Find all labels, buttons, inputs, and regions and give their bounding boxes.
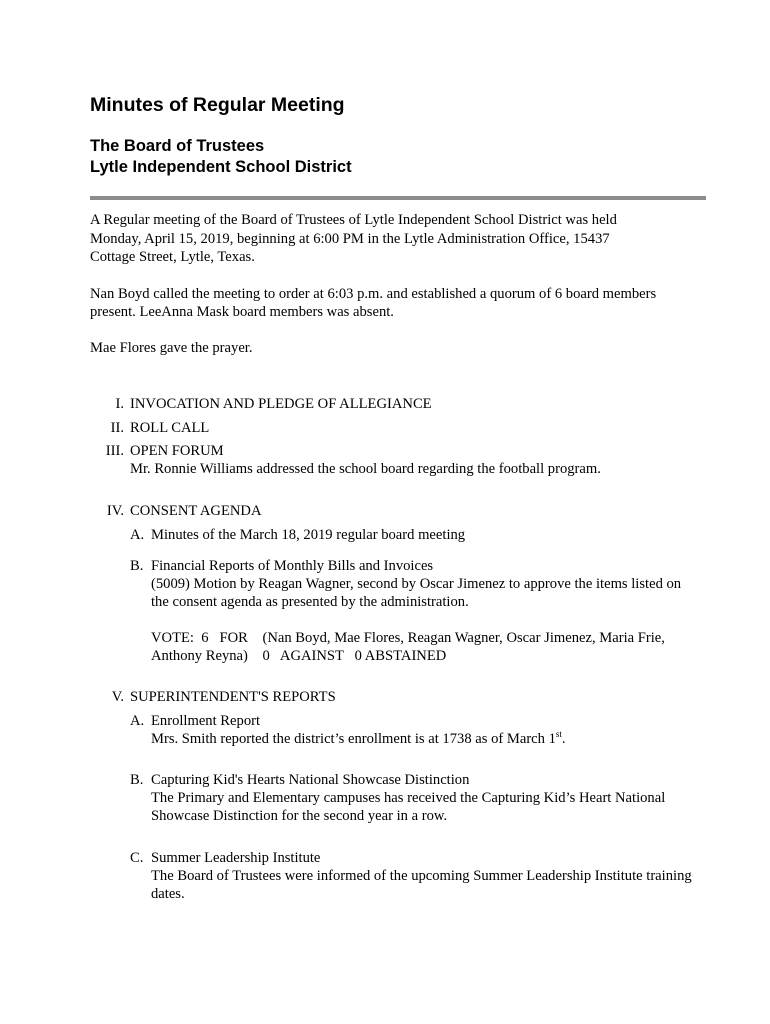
vote-line-2: Anthony Reyna) 0 AGAINST 0 ABSTAINED: [151, 648, 447, 664]
report-title-enrollment: Enrollment Report: [151, 713, 261, 729]
call-to-order-line-2: present. LeeAnna Mask board members was absent.: [90, 304, 394, 320]
report-title-capturing-hearts: Capturing Kid's Hearts National Showcase Distinction: [151, 772, 470, 788]
page-title: Minutes of Regular Meeting: [90, 94, 345, 116]
section-title-open-forum: OPEN FORUM: [130, 443, 224, 459]
ordinal-suffix: st: [555, 729, 562, 740]
prayer-text: Mae Flores gave the prayer.: [90, 340, 253, 356]
board-heading: The Board of Trustees: [90, 137, 265, 155]
section-number: II.: [110, 420, 124, 436]
section-title-invocation: INVOCATION AND PLEDGE OF ALLEGIANCE: [130, 396, 432, 412]
motion-line-1: (5009) Motion by Reagan Wagner, second by Oscar Jimenez to approve the items listed on: [151, 576, 682, 592]
section-number: IV.: [106, 503, 124, 519]
item-letter: B.: [130, 772, 144, 788]
consent-item-financial: Financial Reports of Monthly Bills and Invoices: [151, 558, 434, 574]
section-title-superintendent: SUPERINTENDENT'S REPORTS: [130, 689, 336, 705]
district-heading: Lytle Independent School District: [90, 158, 352, 176]
section-number: III.: [105, 443, 124, 459]
summer-leadership-line-1: The Board of Trustees were informed of the upcoming Summer Leadership Institute training: [151, 868, 692, 884]
item-letter: C.: [130, 850, 144, 866]
capturing-hearts-line-2: Showcase Distinction for the second year in a row.: [151, 808, 448, 824]
item-letter: A.: [130, 527, 145, 543]
intro-line-3: Cottage Street, Lytle, Texas.: [90, 249, 255, 265]
capturing-hearts-line-1: The Primary and Elementary campuses has received the Capturing Kid’s Heart National: [151, 790, 666, 806]
call-to-order-line-1: Nan Boyd called the meeting to order at 6:03 p.m. and established a quorum of 6 board members: [90, 286, 657, 302]
section-title-roll-call: ROLL CALL: [130, 420, 210, 436]
enrollment-period: .: [561, 731, 566, 747]
enrollment-body: [151, 730, 566, 748]
vote-line-1: VOTE: 6 FOR (Nan Boyd, Mae Flores, Reagan Wagner, Oscar Jimenez, Maria Frie,: [151, 630, 665, 646]
report-title-summer-leadership: Summer Leadership Institute: [151, 850, 321, 866]
open-forum-body: Mr. Ronnie Williams addressed the school board regarding the football program.: [130, 461, 601, 477]
consent-item-minutes: Minutes of the March 18, 2019 regular board meeting: [151, 527, 466, 543]
section-number: I.: [115, 396, 124, 412]
intro-line-1: A Regular meeting of the Board of Trustees of Lytle Independent School District was held: [90, 212, 617, 228]
item-letter: A.: [130, 713, 145, 729]
header-divider: [90, 196, 706, 200]
item-letter: B.: [130, 558, 144, 574]
motion-line-2: the consent agenda as presented by the administration.: [151, 594, 469, 610]
section-number: V.: [111, 689, 124, 705]
summer-leadership-line-2: dates.: [151, 886, 185, 902]
enrollment-text: Mrs. Smith reported the district’s enrollment is at 1738 as of March 1: [151, 731, 556, 747]
intro-line-2: Monday, April 15, 2019, beginning at 6:00 PM in the Lytle Administration Office, 15437: [90, 231, 610, 247]
section-title-consent-agenda: CONSENT AGENDA: [130, 503, 262, 519]
